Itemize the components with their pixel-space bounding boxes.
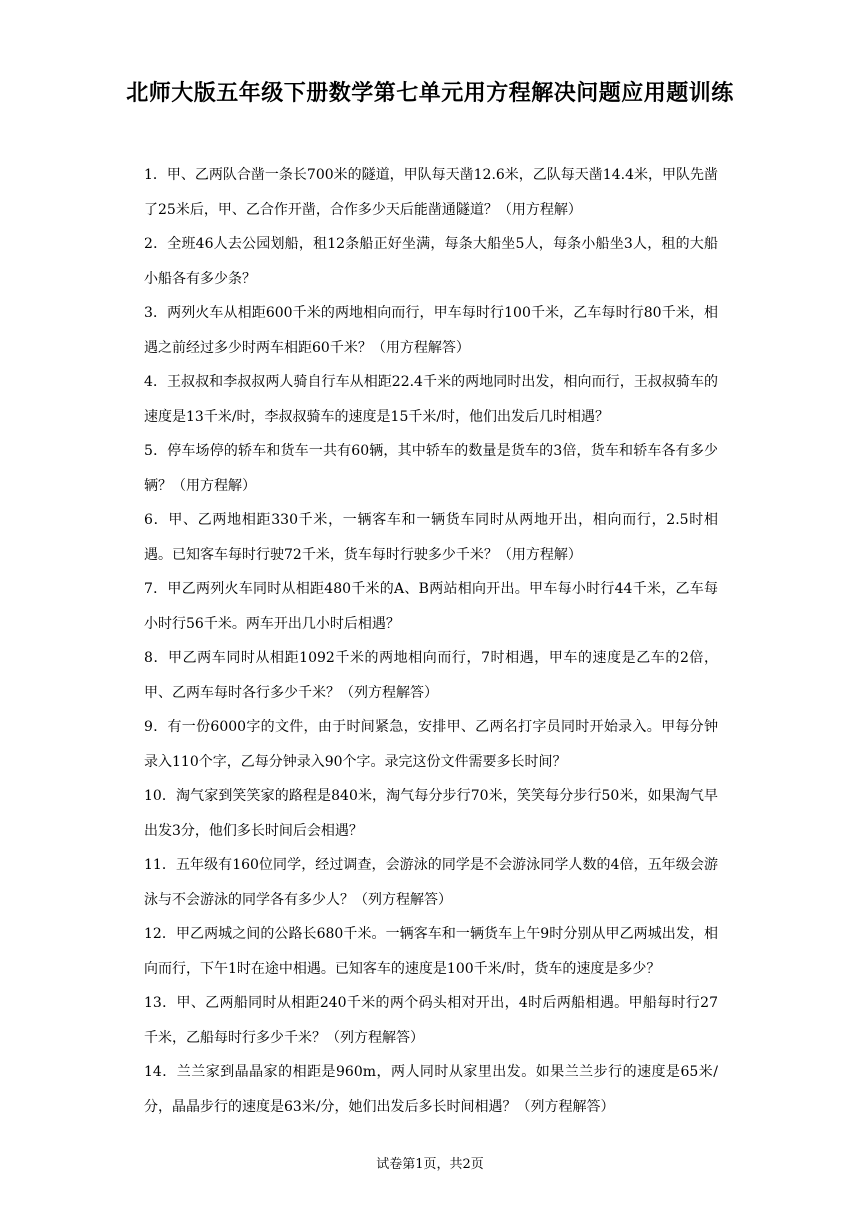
question-item: 12．甲乙两城之间的公路长680千米。一辆客车和一辆货车上午9时分别从甲乙两城出发，相向而行，下午1时在途中相遇。已知客车的速度是100千米/时，货车的速度是多少？ bbox=[144, 926, 718, 977]
question-item: 10．淘气家到笑笑家的路程是840米，淘气每分步行70米，笑笑每分步行50米，如果淘气早出发3分，他们多长时间后会相遇？ bbox=[144, 788, 718, 839]
question-item: 13．甲、乙两船同时从相距240千米的两个码头相对开出，4时后两船相遇。甲船每时行27千米，乙船每时行多少千米？（列方程解答） bbox=[144, 995, 718, 1046]
question-item: 5．停车场停的轿车和货车一共有60辆，其中轿车的数量是货车的3倍，货车和轿车各有多少辆？（用方程解） bbox=[144, 443, 718, 494]
question-item: 9．有一份6000字的文件，由于时间紧急，安排甲、乙两名打字员同时开始录入。甲每分钟录入110个字，乙每分钟录入90个字。录完这份文件需要多长时间？ bbox=[144, 719, 718, 770]
question-item: 14．兰兰家到晶晶家的相距是960m，两人同时从家里出发。如果兰兰步行的速度是65米/分，晶晶步行的速度是63米/分，她们出发后多长时间相遇？（列方程解答） bbox=[144, 1064, 718, 1115]
question-list bbox=[144, 158, 718, 1124]
question-item: 2．全班46人去公园划船，租12条船正好坐满，每条大船坐5人，每条小船坐3人，租的大船小船各有多少条？ bbox=[144, 236, 718, 287]
document-title: 北师大版五年级下册数学第七单元用方程解决问题应用题训练 bbox=[126, 80, 734, 106]
question-item: 1．甲、乙两队合凿一条长700米的隧道，甲队每天凿12.6米，乙队每天凿14.4米，甲队先凿了25米后，甲、乙合作开凿，合作多少天后能凿通隧道？（用方程解） bbox=[144, 167, 718, 218]
question-item: 3．两列火车从相距600千米的两地相向而行，甲车每时行100千米，乙车每时行80千米，相遇之前经过多少时两车相距60千米？（用方程解答） bbox=[144, 305, 718, 356]
question-item: 11．五年级有160位同学，经过调查，会游泳的同学是不会游泳同学人数的4倍，五年级会游泳与不会游泳的同学各有多少人？（列方程解答） bbox=[144, 857, 718, 908]
question-item: 7．甲乙两列火车同时从相距480千米的A、B两站相向开出。甲车每小时行44千米，乙车每小时行56千米。两车开出几小时后相遇？ bbox=[144, 581, 718, 632]
question-item: 4．王叔叔和李叔叔两人骑自行车从相距22.4千米的两地同时出发，相向而行，王叔叔骑车的速度是13千米/时，李叔叔骑车的速度是15千米/时，他们出发后几时相遇？ bbox=[144, 374, 718, 425]
question-item: 6．甲、乙两地相距330千米，一辆客车和一辆货车同时从两地开出，相向而行，2.5时相遇。已知客车每时行驶72千米，货车每时行驶多少千米？（用方程解） bbox=[144, 512, 718, 563]
question-item: 8．甲乙两车同时从相距1092千米的两地相向而行，7时相遇，甲车的速度是乙车的2倍，甲、乙两车每时各行多少千米？（列方程解答） bbox=[144, 650, 718, 701]
page-footer: 试卷第1页，共2页 bbox=[376, 1157, 484, 1172]
